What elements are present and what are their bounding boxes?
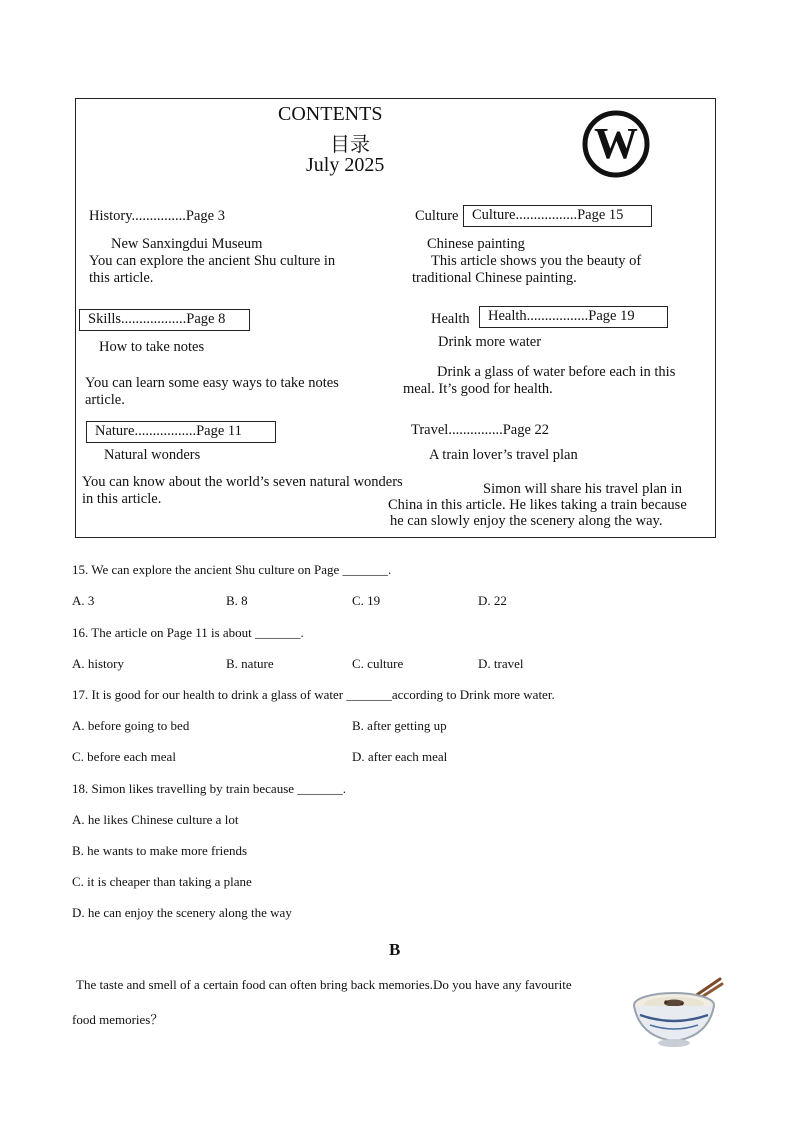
travel-desc-1: Simon will share his travel plan in (483, 481, 682, 497)
question-15-option-b[interactable]: B. 8 (226, 593, 248, 608)
culture-side-label: Culture (415, 208, 459, 224)
question-18-option-b[interactable]: B. he wants to make more friends (72, 843, 248, 858)
porridge-bowl-icon (630, 975, 725, 1055)
history-article: New Sanxingdui Museum (111, 236, 263, 252)
health-heading: Health.................Page 19 (479, 306, 668, 328)
question-17-option-a[interactable]: A. before going to bed (72, 718, 190, 733)
question-17-option-b[interactable]: B. after getting up (352, 718, 447, 733)
skills-article: How to take notes (99, 339, 205, 355)
question-18-option-c[interactable]: C. it is cheaper than taking a plane (72, 874, 252, 889)
question-17-option-c[interactable]: C. before each meal (72, 749, 176, 764)
contents-subtitle: 目录 (330, 134, 370, 156)
nature-desc-2: in this article. (82, 491, 162, 507)
travel-desc-3: he can slowly enjoy the scenery along the way. (390, 513, 663, 529)
health-desc-2: meal. It’s good for health. (403, 381, 553, 397)
question-16-option-a[interactable]: A. history (72, 656, 124, 671)
contents-title: CONTENTS (278, 103, 383, 125)
nature-article: Natural wonders (104, 447, 201, 463)
history-desc-1: You can explore the ancient Shu culture in (89, 253, 336, 269)
travel-heading: Travel...............Page 22 (411, 422, 550, 438)
travel-desc-2: China in this article. He likes taking a train because (388, 497, 687, 513)
question-18-option-a[interactable]: A. he likes Chinese culture a lot (72, 812, 239, 827)
history-heading: History...............Page 3 (89, 208, 225, 224)
question-16-option-b[interactable]: B. nature (226, 656, 274, 671)
skills-desc-2: article. (85, 392, 125, 408)
question-17-stem: 17. It is good for our health to drink a glass of water _______according to Drink more water. (72, 687, 555, 702)
question-16-option-d[interactable]: D. travel (478, 656, 524, 671)
culture-heading: Culture.................Page 15 (463, 205, 652, 227)
nature-desc-1: You can know about the world’s seven natural wonders (82, 474, 403, 490)
travel-article: A train lover’s travel plan (429, 447, 578, 463)
logo-icon (582, 110, 650, 178)
question-18-stem: 18. Simon likes travelling by train because _______. (72, 781, 347, 796)
question-15-stem: 15. We can explore the ancient Shu culture on Page _______. (72, 562, 392, 577)
logo-letter: W (594, 119, 638, 168)
skills-heading: Skills..................Page 8 (79, 309, 250, 331)
health-side-label: Health (431, 311, 470, 327)
question-16-option-c[interactable]: C. culture (352, 656, 404, 671)
question-15-option-c[interactable]: C. 19 (352, 593, 381, 608)
section-b-intro-2: food memories？ (72, 1012, 164, 1027)
culture-desc-2: traditional Chinese painting. (412, 270, 577, 286)
question-15-option-d[interactable]: D. 22 (478, 593, 507, 608)
culture-desc-1: This article shows you the beauty of (431, 253, 642, 269)
history-desc-2: this article. (89, 270, 154, 286)
health-desc-1: Drink a glass of water before each in this (437, 364, 676, 380)
question-15-option-a[interactable]: A. 3 (72, 593, 95, 608)
question-16-stem: 16. The article on Page 11 is about _______. (72, 625, 304, 640)
culture-article: Chinese painting (427, 236, 525, 252)
health-article: Drink more water (438, 334, 542, 350)
nature-heading: Nature.................Page 11 (86, 421, 276, 443)
section-b-heading: B (389, 940, 401, 959)
skills-desc-1: You can learn some easy ways to take notes (85, 375, 339, 391)
section-b-intro-1: The taste and smell of a certain food can often bring back memories.Do you have any favourite (76, 977, 572, 992)
question-18-option-d[interactable]: D. he can enjoy the scenery along the way (72, 905, 292, 920)
question-17-option-d[interactable]: D. after each meal (352, 749, 448, 764)
contents-date: July 2025 (306, 154, 385, 176)
